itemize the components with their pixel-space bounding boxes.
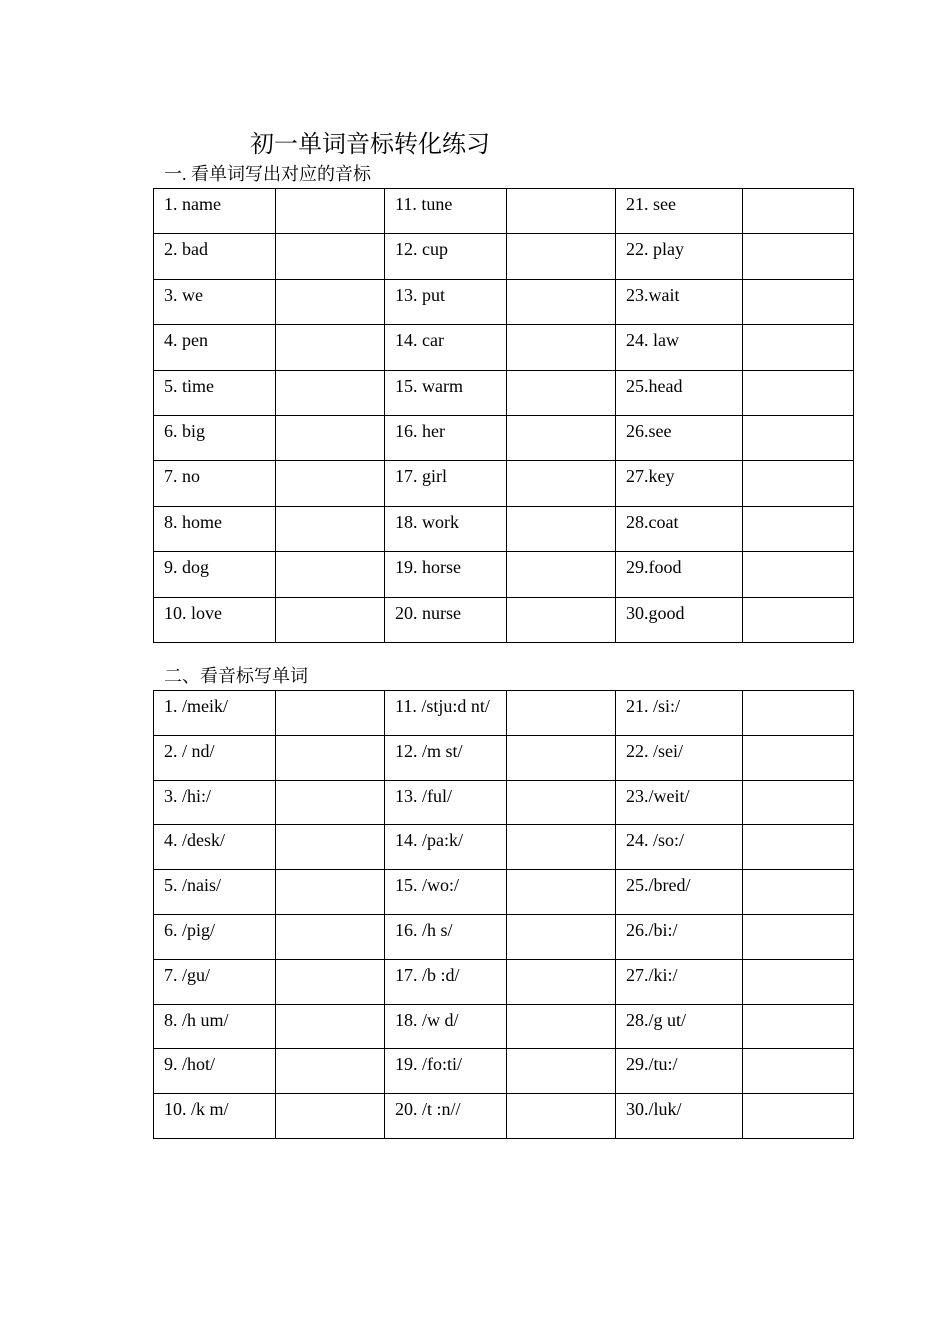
prompt-cell: 18. work <box>385 506 507 551</box>
answer-cell[interactable] <box>507 1049 616 1094</box>
answer-cell[interactable] <box>507 552 616 597</box>
prompt-cell: 10. love <box>154 597 276 642</box>
answer-cell[interactable] <box>276 597 385 642</box>
prompt-cell: 4. pen <box>154 325 276 370</box>
prompt-cell: 24. law <box>616 325 743 370</box>
answer-cell[interactable] <box>743 370 854 415</box>
answer-cell[interactable] <box>507 234 616 279</box>
prompt-cell: 1. name <box>154 189 276 234</box>
prompt-cell: 12. /m st/ <box>385 735 507 780</box>
prompt-cell: 16. her <box>385 415 507 460</box>
prompt-cell: 9. /hot/ <box>154 1049 276 1094</box>
answer-cell[interactable] <box>276 735 385 780</box>
prompt-cell: 21. /si:/ <box>616 691 743 736</box>
answer-cell[interactable] <box>743 506 854 551</box>
table-row <box>154 325 854 370</box>
answer-cell[interactable] <box>507 959 616 1004</box>
answer-cell[interactable] <box>276 825 385 870</box>
answer-cell[interactable] <box>507 279 616 324</box>
table-row <box>154 597 854 642</box>
answer-cell[interactable] <box>276 1094 385 1139</box>
answer-cell[interactable] <box>743 780 854 825</box>
answer-cell[interactable] <box>507 735 616 780</box>
prompt-cell: 5. time <box>154 370 276 415</box>
table-row <box>154 691 854 736</box>
prompt-cell: 13. /ful/ <box>385 780 507 825</box>
prompt-cell: 30./luk/ <box>616 1094 743 1139</box>
prompt-cell: 7. no <box>154 461 276 506</box>
table-row <box>154 735 854 780</box>
prompt-cell: 24. /so:/ <box>616 825 743 870</box>
prompt-cell: 27.key <box>616 461 743 506</box>
prompt-cell: 20. nurse <box>385 597 507 642</box>
prompt-cell: 14. car <box>385 325 507 370</box>
prompt-cell: 19. horse <box>385 552 507 597</box>
answer-cell[interactable] <box>743 597 854 642</box>
prompt-cell: 26./bi:/ <box>616 914 743 959</box>
prompt-cell: 16. /h s/ <box>385 914 507 959</box>
table-row <box>154 234 854 279</box>
prompt-cell: 5. /nais/ <box>154 870 276 915</box>
prompt-cell: 17. girl <box>385 461 507 506</box>
table-row <box>154 825 854 870</box>
prompt-cell: 12. cup <box>385 234 507 279</box>
answer-cell[interactable] <box>743 1004 854 1049</box>
answer-cell[interactable] <box>507 914 616 959</box>
answer-cell[interactable] <box>507 825 616 870</box>
prompt-cell: 2. bad <box>154 234 276 279</box>
answer-cell[interactable] <box>276 914 385 959</box>
answer-cell[interactable] <box>276 279 385 324</box>
phonetic-to-word-table <box>153 690 854 1139</box>
answer-cell[interactable] <box>276 234 385 279</box>
phonetic-to-word-table-body <box>154 691 854 1139</box>
answer-cell[interactable] <box>743 914 854 959</box>
prompt-cell: 15. warm <box>385 370 507 415</box>
prompt-cell: 6. /pig/ <box>154 914 276 959</box>
answer-cell[interactable] <box>743 959 854 1004</box>
answer-cell[interactable] <box>743 870 854 915</box>
table-row <box>154 959 854 1004</box>
answer-cell[interactable] <box>276 1049 385 1094</box>
answer-cell[interactable] <box>276 506 385 551</box>
answer-cell[interactable] <box>743 1049 854 1094</box>
table-row <box>154 780 854 825</box>
prompt-cell: 26.see <box>616 415 743 460</box>
prompt-cell: 30.good <box>616 597 743 642</box>
answer-cell[interactable] <box>507 1094 616 1139</box>
table-row <box>154 415 854 460</box>
prompt-cell: 8. /h um/ <box>154 1004 276 1049</box>
answer-cell[interactable] <box>743 461 854 506</box>
prompt-cell: 29./tu:/ <box>616 1049 743 1094</box>
table-row <box>154 1049 854 1094</box>
prompt-cell: 19. /fo:ti/ <box>385 1049 507 1094</box>
answer-cell[interactable] <box>276 870 385 915</box>
table-row <box>154 370 854 415</box>
answer-cell[interactable] <box>276 189 385 234</box>
answer-cell[interactable] <box>743 1094 854 1139</box>
answer-cell[interactable] <box>507 506 616 551</box>
section-2-heading: 二、看音标写单词 <box>164 666 308 686</box>
answer-cell[interactable] <box>507 597 616 642</box>
prompt-cell: 9. dog <box>154 552 276 597</box>
answer-cell[interactable] <box>743 552 854 597</box>
answer-cell[interactable] <box>276 461 385 506</box>
prompt-cell: 22. play <box>616 234 743 279</box>
answer-cell[interactable] <box>743 279 854 324</box>
prompt-cell: 13. put <box>385 279 507 324</box>
prompt-cell: 11. /stju:d nt/ <box>385 691 507 736</box>
prompt-cell: 28./g ut/ <box>616 1004 743 1049</box>
answer-cell[interactable] <box>507 370 616 415</box>
prompt-cell: 29.food <box>616 552 743 597</box>
answer-cell[interactable] <box>743 415 854 460</box>
prompt-cell: 25./bred/ <box>616 870 743 915</box>
answer-cell[interactable] <box>743 234 854 279</box>
prompt-cell: 17. /b :d/ <box>385 959 507 1004</box>
prompt-cell: 20. /t :n// <box>385 1094 507 1139</box>
prompt-cell: 8. home <box>154 506 276 551</box>
answer-cell[interactable] <box>507 461 616 506</box>
prompt-cell: 11. tune <box>385 189 507 234</box>
word-to-phonetic-table-body <box>154 189 854 643</box>
table-row <box>154 1094 854 1139</box>
prompt-cell: 4. /desk/ <box>154 825 276 870</box>
answer-cell[interactable] <box>743 691 854 736</box>
prompt-cell: 3. we <box>154 279 276 324</box>
table-row <box>154 461 854 506</box>
table-row <box>154 189 854 234</box>
prompt-cell: 7. /gu/ <box>154 959 276 1004</box>
answer-cell[interactable] <box>276 959 385 1004</box>
answer-cell[interactable] <box>276 1004 385 1049</box>
table-row <box>154 914 854 959</box>
prompt-cell: 23.wait <box>616 279 743 324</box>
prompt-cell: 6. big <box>154 415 276 460</box>
answer-cell[interactable] <box>743 189 854 234</box>
answer-cell[interactable] <box>507 870 616 915</box>
table-row <box>154 552 854 597</box>
prompt-cell: 10. /k m/ <box>154 1094 276 1139</box>
answer-cell[interactable] <box>507 1004 616 1049</box>
prompt-cell: 23./weit/ <box>616 780 743 825</box>
page-title: 初一单词音标转化练习 <box>250 132 490 158</box>
answer-cell[interactable] <box>507 189 616 234</box>
answer-cell[interactable] <box>507 415 616 460</box>
prompt-cell: 21. see <box>616 189 743 234</box>
answer-cell[interactable] <box>743 325 854 370</box>
answer-cell[interactable] <box>743 735 854 780</box>
prompt-cell: 28.coat <box>616 506 743 551</box>
answer-cell[interactable] <box>507 325 616 370</box>
answer-cell[interactable] <box>507 691 616 736</box>
prompt-cell: 18. /w d/ <box>385 1004 507 1049</box>
prompt-cell: 3. /hi:/ <box>154 780 276 825</box>
prompt-cell: 14. /pa:k/ <box>385 825 507 870</box>
answer-cell[interactable] <box>276 552 385 597</box>
answer-cell[interactable] <box>507 780 616 825</box>
table-row <box>154 870 854 915</box>
prompt-cell: 25.head <box>616 370 743 415</box>
prompt-cell: 2. / nd/ <box>154 735 276 780</box>
table-row <box>154 279 854 324</box>
prompt-cell: 27./ki:/ <box>616 959 743 1004</box>
prompt-cell: 1. /meik/ <box>154 691 276 736</box>
prompt-cell: 15. /wo:/ <box>385 870 507 915</box>
word-to-phonetic-table <box>153 188 854 643</box>
answer-cell[interactable] <box>276 780 385 825</box>
prompt-cell: 22. /sei/ <box>616 735 743 780</box>
answer-cell[interactable] <box>276 370 385 415</box>
answer-cell[interactable] <box>276 415 385 460</box>
answer-cell[interactable] <box>276 325 385 370</box>
table-row <box>154 1004 854 1049</box>
answer-cell[interactable] <box>276 691 385 736</box>
table-row <box>154 506 854 551</box>
answer-cell[interactable] <box>743 825 854 870</box>
section-1-heading: 一. 看单词写出对应的音标 <box>164 164 371 184</box>
